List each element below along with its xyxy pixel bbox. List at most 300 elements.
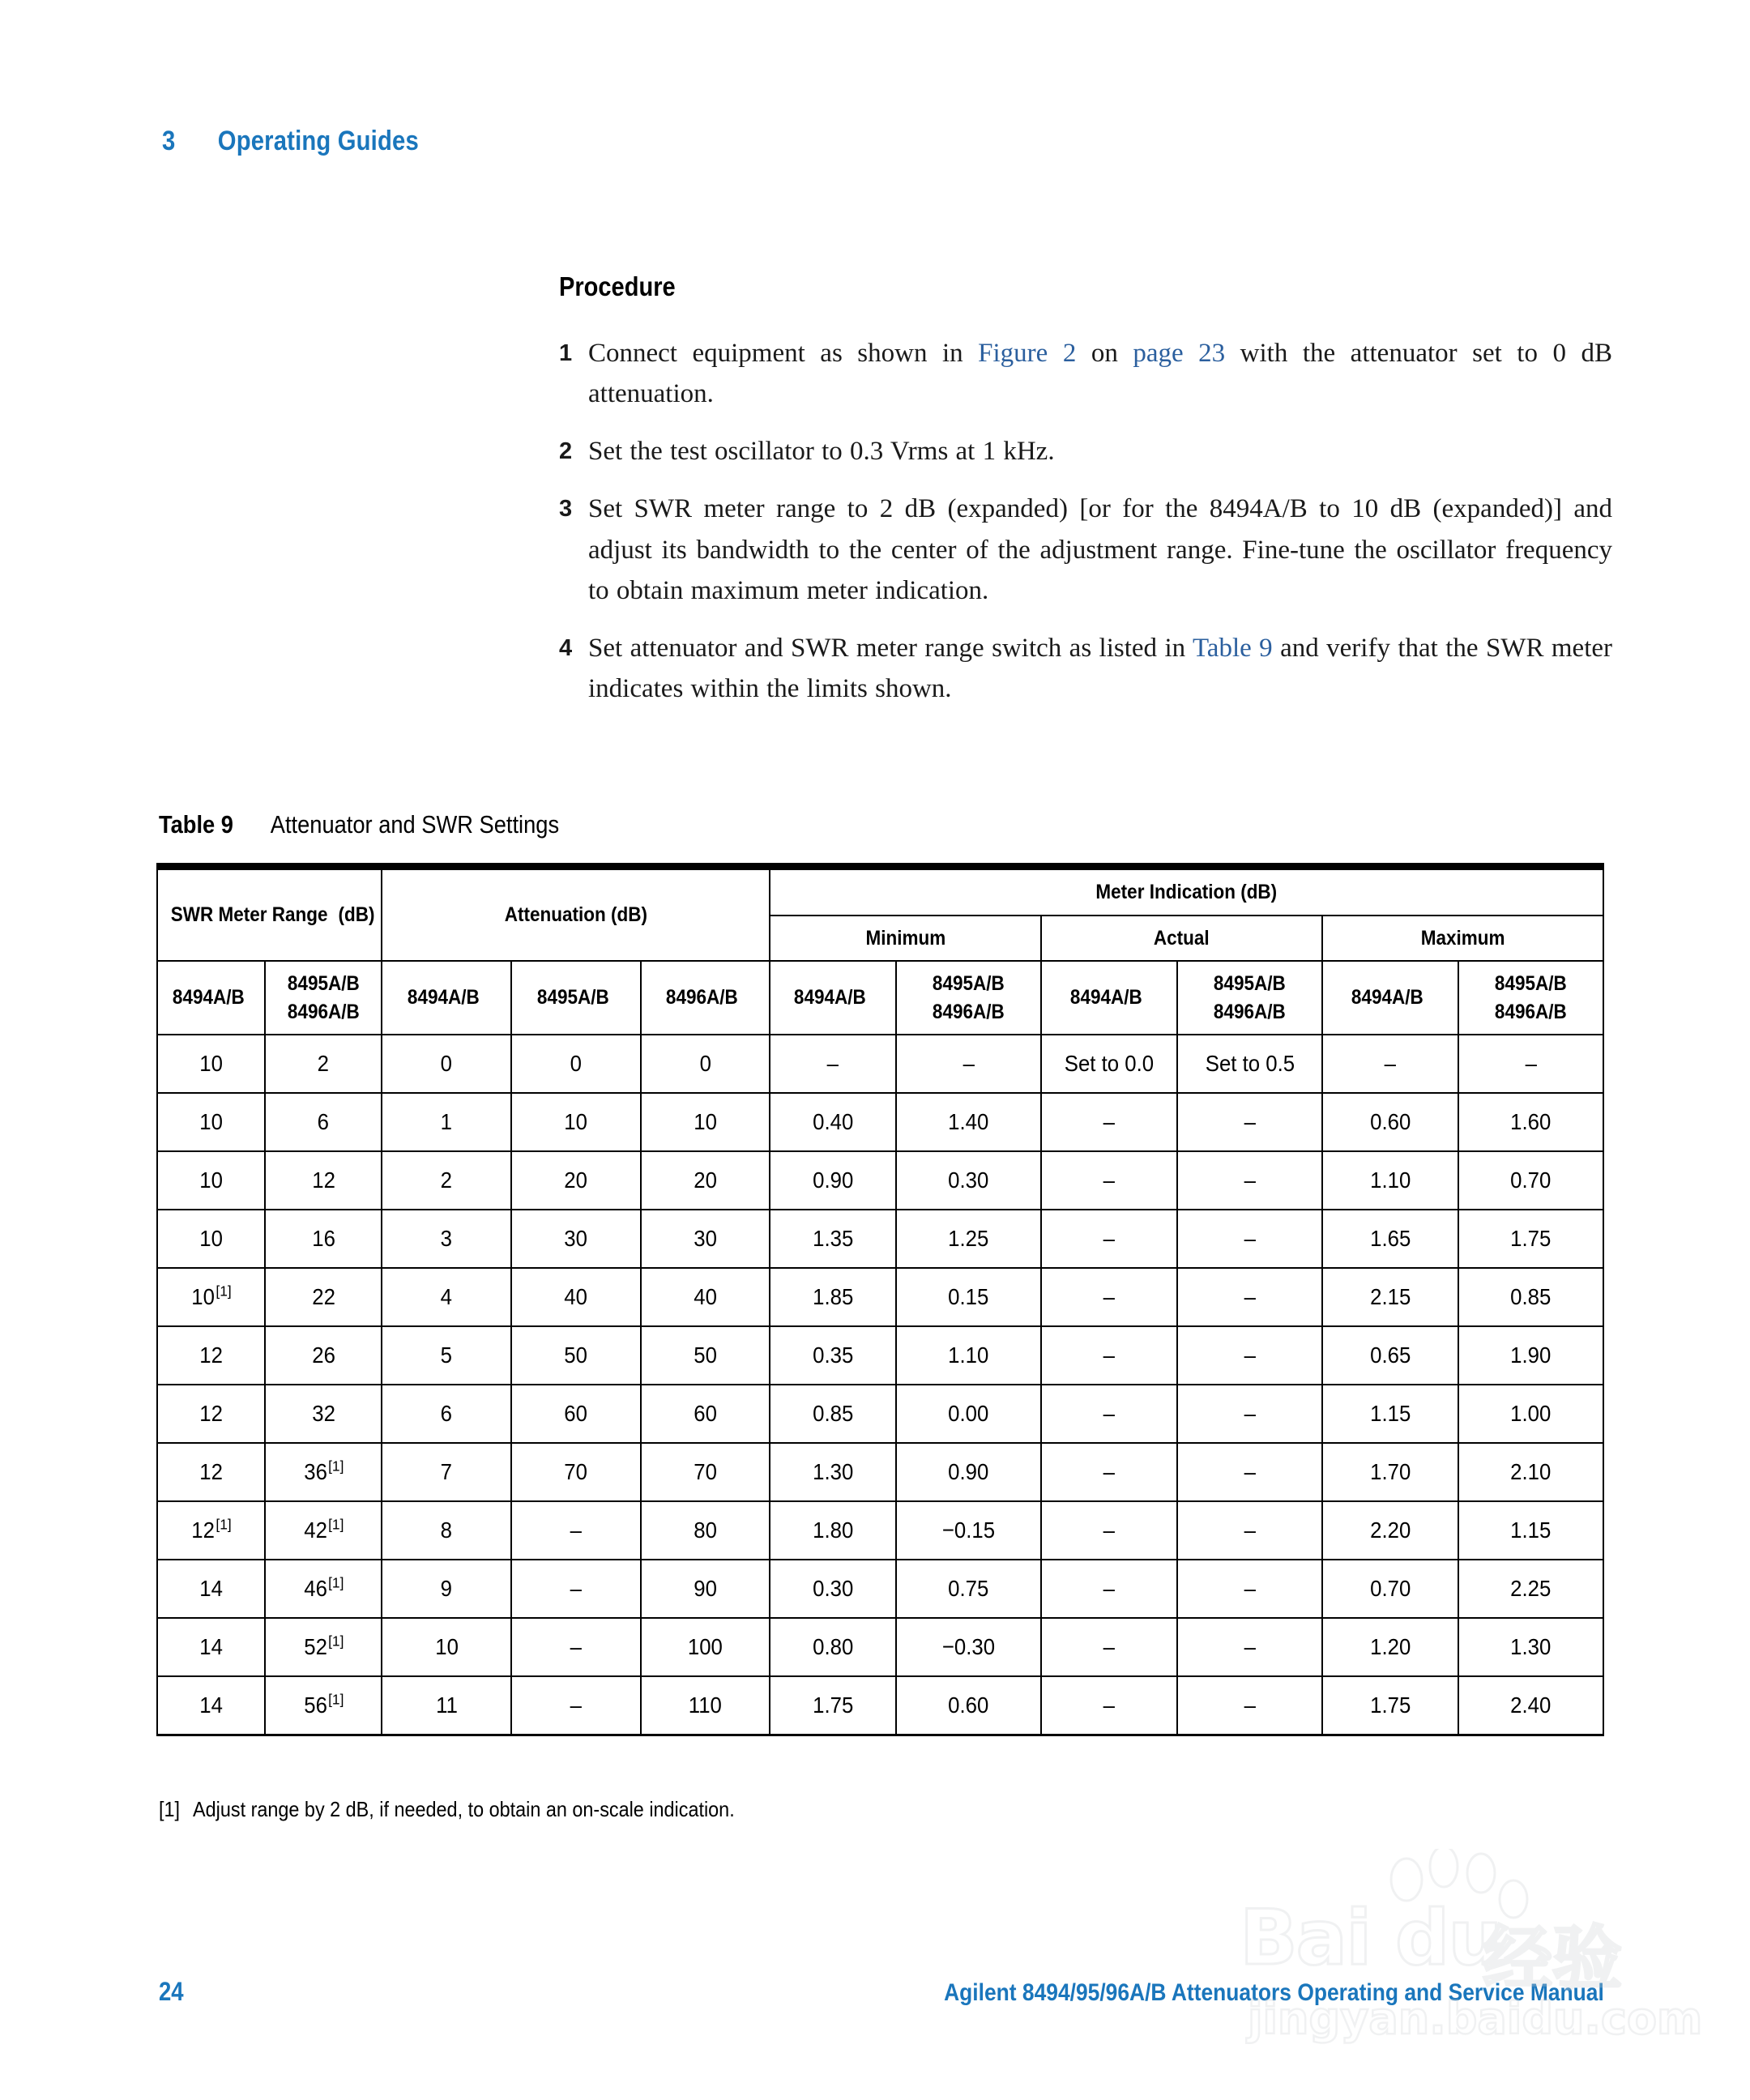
model-label-line2: 8496A/B (1214, 1000, 1286, 1023)
cell-value: – (1103, 1342, 1116, 1368)
table-cell (1041, 1443, 1177, 1501)
procedure-step-list (559, 333, 1612, 709)
cell-value: 60 (564, 1401, 588, 1426)
column-group-label: Meter Indication (dB) (1095, 881, 1278, 903)
footer-page-number: 24 (159, 1977, 184, 2006)
table-cell (641, 1560, 770, 1618)
table-cell (382, 1676, 511, 1735)
cell-value: 40 (564, 1284, 588, 1309)
cell-value: 1.75 (813, 1692, 854, 1718)
table-cell (1177, 1326, 1322, 1385)
cell-value: 0 (699, 1051, 711, 1076)
table-cell (896, 1151, 1041, 1210)
cell-value: 0.35 (813, 1342, 854, 1368)
column-subgroup-label: Maximum (1420, 926, 1505, 950)
column-subgroup-header (1041, 916, 1322, 962)
table-row (157, 1093, 1603, 1151)
cell-value: 16 (311, 1226, 335, 1251)
table-cell (641, 1326, 770, 1385)
cell-value: 2.20 (1369, 1517, 1411, 1543)
table-cell (770, 1560, 896, 1618)
table-cell (157, 1210, 265, 1268)
column-model-header (1041, 961, 1177, 1035)
model-label-line2 (613, 984, 618, 1012)
table-cell (641, 1035, 770, 1093)
cell-value: 0.60 (948, 1692, 989, 1718)
footnote-reference: [1] (328, 1691, 344, 1708)
cell-value: 0.85 (1510, 1284, 1552, 1309)
table-cell (1177, 1385, 1322, 1443)
table-cell (896, 1501, 1041, 1560)
cell-value: 70 (693, 1459, 717, 1484)
cell-value: 56 (304, 1692, 327, 1718)
model-label: 8494A/B (172, 986, 245, 1009)
table-cell (265, 1268, 382, 1326)
cell-value: 1.90 (1510, 1342, 1552, 1368)
column-model-header (1458, 961, 1603, 1035)
table-caption-label: Table 9 (159, 810, 233, 839)
cell-value: – (1103, 1226, 1116, 1251)
table-row (157, 1035, 1603, 1093)
table-cell (1177, 1093, 1322, 1151)
cell-value: −0.15 (942, 1517, 996, 1543)
cross-reference-link[interactable]: Figure 2 (978, 339, 1077, 368)
cell-value: 0 (441, 1051, 453, 1076)
cell-value: – (1244, 1284, 1256, 1309)
cell-value: −0.30 (942, 1634, 996, 1659)
table-cell (1177, 1210, 1322, 1268)
table-cell (1041, 1501, 1177, 1560)
model-label-line2: 8496A/B (1494, 1000, 1567, 1023)
table-cell (1322, 1676, 1458, 1735)
table-cell (770, 1151, 896, 1210)
table-cell (265, 1560, 382, 1618)
column-model-header (265, 961, 382, 1035)
model-label-line2 (870, 984, 875, 1012)
table-cell (770, 1268, 896, 1326)
cross-reference-link[interactable]: Table 9 (1192, 633, 1273, 663)
table-cell (157, 1326, 265, 1385)
table-cell (1041, 1151, 1177, 1210)
footer-manual-title: Agilent 8494/95/96A/B Attenuators Operating and Service Manual (944, 1979, 1604, 2006)
table-cell (157, 1501, 265, 1560)
table-cell (641, 1618, 770, 1676)
cell-value: 7 (441, 1459, 453, 1484)
table-cell (265, 1385, 382, 1443)
step-text-run: and verify that the SWR meter indicates within the limits shown. (588, 633, 1612, 704)
cell-value: 52 (304, 1634, 327, 1659)
table-cell (1458, 1210, 1603, 1268)
cell-value: 30 (564, 1226, 588, 1251)
cell-value: – (826, 1051, 839, 1076)
cell-value: 1.25 (948, 1226, 989, 1251)
table-cell (511, 1560, 641, 1618)
table-row (157, 1385, 1603, 1443)
table-cell (1041, 1268, 1177, 1326)
cell-value: 0.40 (813, 1109, 854, 1134)
cell-value: 10 (191, 1284, 216, 1309)
table-cell (265, 1443, 382, 1501)
cell-value: – (570, 1634, 582, 1659)
table-cell (157, 1385, 265, 1443)
model-label-line2 (1428, 984, 1432, 1012)
step-text (588, 628, 1612, 709)
table-cell (770, 1035, 896, 1093)
cell-value: – (1103, 1576, 1116, 1601)
table-cell (1458, 1618, 1603, 1676)
cell-value: 12 (191, 1517, 216, 1543)
cell-value: 50 (693, 1342, 717, 1368)
table-cell (1177, 1676, 1322, 1735)
cell-value: 1.80 (813, 1517, 854, 1543)
cell-value: Set to 0.0 (1064, 1051, 1155, 1076)
table-cell (1322, 1210, 1458, 1268)
table-row (157, 1501, 1603, 1560)
table-cell (1041, 1210, 1177, 1268)
cell-value: 20 (564, 1167, 588, 1193)
cell-value: 10 (434, 1634, 459, 1659)
table-cell (770, 1443, 896, 1501)
cell-value: 0.75 (948, 1576, 989, 1601)
table-cell (382, 1035, 511, 1093)
cell-value: 36 (304, 1459, 327, 1484)
table-cell (1458, 1268, 1603, 1326)
table-cell (511, 1618, 641, 1676)
step-text-run: Set attenuator and SWR meter range switch as listed in (588, 633, 1193, 663)
cell-value: 11 (435, 1692, 458, 1718)
cell-value: 1.15 (1369, 1401, 1411, 1426)
cell-value: 1.70 (1369, 1459, 1411, 1484)
column-group-label-line2: (dB) (338, 903, 375, 927)
table-cell (382, 1443, 511, 1501)
cell-value: 8 (441, 1517, 453, 1543)
table-cell (265, 1676, 382, 1735)
footnote-marker: [1] (159, 1797, 181, 1821)
cell-value: 42 (304, 1517, 327, 1543)
cell-value: 0.70 (1369, 1576, 1411, 1601)
table-cell (770, 1093, 896, 1151)
table-cell (1458, 1443, 1603, 1501)
table-cell (157, 1151, 265, 1210)
table-cell (770, 1385, 896, 1443)
table-cell (641, 1501, 770, 1560)
cell-value: 80 (693, 1517, 717, 1543)
table-cell (641, 1385, 770, 1443)
column-subgroup-header (1322, 916, 1603, 962)
column-group-label: SWR Meter Range (170, 903, 328, 927)
table-cell (896, 1326, 1041, 1385)
table-cell (1177, 1443, 1322, 1501)
column-model-header (1177, 961, 1322, 1035)
table-cell (511, 1268, 641, 1326)
cell-value: 10 (199, 1051, 223, 1076)
footnote-reference: [1] (328, 1516, 344, 1533)
table-cell (1041, 1093, 1177, 1151)
table-row (157, 1618, 1603, 1676)
table-cell (382, 1618, 511, 1676)
cell-value: 9 (441, 1576, 453, 1601)
table-cell (641, 1443, 770, 1501)
column-model-header (896, 961, 1041, 1035)
cell-value: 6 (318, 1109, 330, 1134)
table-cell (1041, 1560, 1177, 1618)
table-cell (1177, 1268, 1322, 1326)
chapter-title: Operating Guides (217, 126, 419, 156)
table-cell (1041, 1676, 1177, 1735)
model-label: 8495A/B (1494, 972, 1567, 995)
watermark-brand: Bai du (1240, 1894, 1501, 1983)
header-row-groups (157, 867, 1603, 916)
cell-value: 1.35 (813, 1226, 854, 1251)
table-cell (641, 1151, 770, 1210)
step-text-run: Set the test oscillator to 0.3 Vrms at 1 kHz. (588, 437, 1055, 467)
table-cell (511, 1385, 641, 1443)
table-cell (1322, 1268, 1458, 1326)
model-label-line2 (1146, 984, 1151, 1012)
table-cell (1322, 1385, 1458, 1443)
table-cell (1322, 1560, 1458, 1618)
table-cell (1041, 1326, 1177, 1385)
column-model-header (382, 961, 511, 1035)
cell-value: – (1244, 1692, 1256, 1718)
cross-reference-link[interactable]: page 23 (1133, 339, 1226, 368)
table-cell (896, 1035, 1041, 1093)
cell-value: – (1244, 1401, 1256, 1426)
table-cell (511, 1035, 641, 1093)
model-label: 8495A/B (1214, 972, 1286, 995)
cell-value: 32 (311, 1401, 335, 1426)
model-label: 8494A/B (1070, 986, 1143, 1009)
cell-value: 1.20 (1369, 1634, 1411, 1659)
table-cell (641, 1268, 770, 1326)
cell-value: 1.15 (1510, 1517, 1552, 1543)
table-cell (1322, 1151, 1458, 1210)
cell-value: – (1103, 1401, 1116, 1426)
cell-value: – (1525, 1051, 1537, 1076)
cell-value: – (1103, 1517, 1116, 1543)
header-row-models (157, 961, 1603, 1035)
cell-value: 14 (199, 1692, 223, 1718)
step-number: 2 (559, 438, 573, 465)
cell-value: 12 (199, 1342, 223, 1368)
table-row (157, 1326, 1603, 1385)
cell-value: 1.75 (1510, 1226, 1552, 1251)
table-cell (770, 1501, 896, 1560)
cell-value: – (1244, 1459, 1256, 1484)
table-row (157, 1151, 1603, 1210)
table-cell (382, 1501, 511, 1560)
table-cell (1458, 1326, 1603, 1385)
column-subgroup-label: Actual (1154, 926, 1210, 950)
cell-value: 40 (693, 1284, 717, 1309)
footnote-text: Adjust range by 2 dB, if needed, to obtain an on-scale indication. (193, 1797, 735, 1821)
cell-value: 4 (441, 1284, 453, 1309)
cell-value: 0.65 (1369, 1342, 1411, 1368)
cell-value: – (1244, 1109, 1256, 1134)
table-cell (157, 1443, 265, 1501)
table-cell (896, 1560, 1041, 1618)
model-label: 8494A/B (794, 986, 867, 1009)
cell-value: 100 (687, 1634, 723, 1659)
column-model-header (641, 961, 770, 1035)
table-cell (382, 1210, 511, 1268)
table-cell (382, 1385, 511, 1443)
table-cell (157, 1268, 265, 1326)
table-cell (265, 1618, 382, 1676)
cell-value: – (1103, 1167, 1116, 1193)
cell-value: – (1103, 1459, 1116, 1484)
model-label-line2: 8496A/B (287, 1000, 360, 1023)
cell-value: 0.30 (948, 1167, 989, 1193)
column-subgroup-header (770, 916, 1041, 962)
table-cell (1458, 1501, 1603, 1560)
cell-value: 60 (693, 1401, 717, 1426)
table-cell (157, 1093, 265, 1151)
table-cell (157, 1035, 265, 1093)
table-cell (511, 1501, 641, 1560)
table-cell (157, 1560, 265, 1618)
cell-value: 0.80 (813, 1634, 854, 1659)
footnote-reference: [1] (328, 1633, 344, 1650)
cell-value: 10 (199, 1109, 223, 1134)
model-label-line2 (484, 984, 489, 1012)
table-caption-title: Attenuator and SWR Settings (270, 810, 560, 839)
table-grid (156, 863, 1604, 1736)
table-cell (157, 1618, 265, 1676)
cell-value: 2.15 (1369, 1284, 1411, 1309)
cell-value: 5 (441, 1342, 453, 1368)
table-cell (896, 1618, 1041, 1676)
cell-value: 10 (199, 1167, 223, 1193)
table-cell (382, 1326, 511, 1385)
table-cell (382, 1093, 511, 1151)
table-footnote (159, 1797, 735, 1822)
table-row (157, 1210, 1603, 1268)
table-cell (896, 1385, 1041, 1443)
cell-value: 0.85 (813, 1401, 854, 1426)
cell-value: 0.00 (948, 1401, 989, 1426)
cell-value: – (570, 1517, 582, 1543)
cell-value: – (1103, 1284, 1116, 1309)
table-cell (1458, 1676, 1603, 1735)
footnote-reference: [1] (328, 1574, 344, 1591)
cell-value: 1.40 (948, 1109, 989, 1134)
table-cell (1177, 1035, 1322, 1093)
table-cell (382, 1560, 511, 1618)
table-cell (1041, 1385, 1177, 1443)
table-cell (265, 1501, 382, 1560)
cell-value: – (1244, 1342, 1256, 1368)
table-cell (641, 1676, 770, 1735)
table-cell (1458, 1035, 1603, 1093)
cell-value: 0.70 (1510, 1167, 1552, 1193)
table-header (157, 867, 1603, 1035)
cell-value: 10 (199, 1226, 223, 1251)
step-number: 3 (559, 496, 573, 523)
table-row (157, 1268, 1603, 1326)
cell-value: 1.75 (1369, 1692, 1411, 1718)
cell-value: 1 (441, 1109, 453, 1134)
watermark-brand-cn: 经验 (1483, 1919, 1622, 2000)
column-group-header (382, 867, 770, 962)
running-header (162, 126, 419, 157)
table-cell (1041, 1618, 1177, 1676)
step-text-run: Set SWR meter range to 2 dB (expanded) [or for the 8494A/B to 10 dB (expanded)] and adjust its bandwidth to the center of the adjustment range. Fine-tune the oscillator frequency to obtain maximum meter indication. (588, 494, 1612, 605)
cell-value: 2 (318, 1051, 330, 1076)
table-cell (265, 1093, 382, 1151)
step-text-run: Connect equipment as shown in (588, 339, 979, 368)
step-text-run: on (1076, 339, 1133, 368)
cell-value: 22 (311, 1284, 335, 1309)
cell-value: 12 (311, 1167, 335, 1193)
table-cell (770, 1618, 896, 1676)
table-cell (1177, 1501, 1322, 1560)
table-cell (265, 1151, 382, 1210)
table-cell (382, 1151, 511, 1210)
cell-value: 2.10 (1510, 1459, 1552, 1484)
model-label-line2 (742, 984, 747, 1012)
cell-value: 1.60 (1510, 1109, 1552, 1134)
cell-value: – (1103, 1692, 1116, 1718)
table-cell (511, 1676, 641, 1735)
cell-value: 110 (688, 1692, 722, 1718)
cell-value: 14 (199, 1634, 223, 1659)
cell-value: – (1103, 1634, 1116, 1659)
cell-value: 2 (441, 1167, 453, 1193)
table-cell (265, 1035, 382, 1093)
cell-value: – (1103, 1109, 1116, 1134)
table-cell (896, 1210, 1041, 1268)
cell-value: – (962, 1051, 975, 1076)
footnote-reference: [1] (216, 1283, 232, 1300)
table-cell (511, 1443, 641, 1501)
table-cell (1458, 1151, 1603, 1210)
cell-value: 20 (693, 1167, 717, 1193)
table-cell (1322, 1093, 1458, 1151)
table-cell (896, 1093, 1041, 1151)
cell-value: 2.40 (1510, 1692, 1552, 1718)
cell-value: 1.10 (1369, 1167, 1411, 1193)
table-cell (511, 1210, 641, 1268)
column-group-header (157, 867, 382, 962)
cell-value: 1.30 (813, 1459, 854, 1484)
table-cell (511, 1093, 641, 1151)
table-cell (770, 1210, 896, 1268)
table-cell (1177, 1618, 1322, 1676)
table-cell (1322, 1618, 1458, 1676)
cell-value: – (1244, 1576, 1256, 1601)
model-label: 8496A/B (666, 986, 739, 1009)
model-label: 8495A/B (536, 986, 609, 1009)
model-label-line2 (249, 984, 254, 1012)
table-row (157, 1443, 1603, 1501)
table-cell (382, 1268, 511, 1326)
cell-value: 6 (441, 1401, 453, 1426)
cell-value: 0.90 (813, 1167, 854, 1193)
cell-value: 1.30 (1510, 1634, 1552, 1659)
step-text-run: with the attenuator set to 0 dB attenuation. (588, 339, 1612, 409)
cell-value: 10 (693, 1109, 717, 1134)
procedure-step (559, 431, 1612, 472)
table-cell (1177, 1560, 1322, 1618)
column-subgroup-label: Minimum (865, 926, 946, 950)
procedure-section (559, 271, 1612, 726)
table-caption (159, 810, 559, 839)
cell-value: 70 (564, 1459, 588, 1484)
cell-value: Set to 0.5 (1205, 1051, 1295, 1076)
column-group-label: Attenuation (dB) (504, 903, 647, 927)
table-cell (641, 1093, 770, 1151)
